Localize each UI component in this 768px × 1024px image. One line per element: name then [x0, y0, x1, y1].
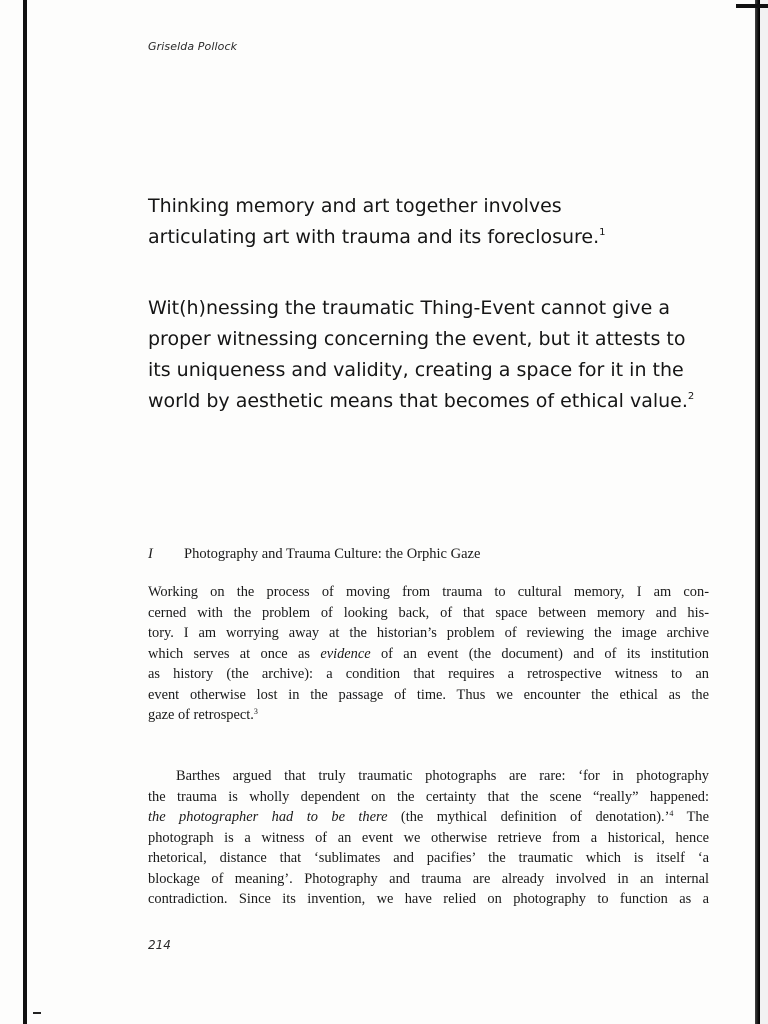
section-number: I [148, 546, 153, 562]
footnote-ref[interactable]: 3 [253, 707, 258, 716]
epigraph-line-text: articulating art with trauma and its foreclosure. [148, 226, 600, 248]
body-line: Working on the process of moving from trauma to cultural memory, I am con- [148, 584, 709, 600]
body-line: contradiction. Since its invention, we have relied on photography to function as a [148, 891, 709, 907]
section-title: Photography and Trauma Culture: the Orphic Gaze [184, 546, 481, 562]
body-line [148, 705, 709, 726]
running-head: Griselda Pollock [148, 40, 238, 53]
body-text-run: (the mythical definition of denotation).’ [387, 809, 670, 825]
scan-shadow [760, 0, 768, 1024]
body-text-run: gaze of retrospect. [148, 707, 254, 723]
body-line: cerned with the problem of looking back, of that space between memory and his- [148, 604, 709, 621]
paragraph-1 [148, 582, 709, 726]
body-line [148, 807, 709, 828]
epigraph-line: Thinking memory and art together involves [148, 195, 562, 217]
body-text-run: which serves at once as [148, 645, 321, 662]
footnote-ref[interactable]: 4 [669, 809, 674, 818]
epigraph-1 [148, 191, 708, 253]
epigraph-line [148, 386, 708, 417]
paragraph-2 [148, 766, 709, 910]
body-line: the trauma is wholly dependent on the certainty that the scene “really” happened: [148, 788, 709, 805]
body-emphasis: evidence [320, 645, 371, 662]
epigraph-line [148, 222, 708, 253]
epigraph-line: Wit(h)nessing the traumatic Thing-Event cannot give a [148, 297, 671, 319]
footnote-ref[interactable]: 2 [687, 391, 695, 402]
epigraph-line: its uniqueness and validity, creating a space for it in the [148, 359, 684, 381]
epigraph-line-text: world by aesthetic means that becomes of ethical value. [148, 390, 688, 412]
body-line: as history (the archive): a condition that requires a retrospective witness to an [148, 666, 709, 682]
body-text-run: The [673, 809, 709, 825]
body-line [148, 644, 709, 665]
body-line: tory. I am worrying away at the historian’s problem of reviewing the image archive [148, 625, 709, 641]
body-line: event otherwise lost in the passage of time. Thus we encounter the ethical as the [148, 686, 709, 703]
scan-edge-left [23, 0, 27, 1024]
body-text-run: of an event (the document) and of its institution [370, 645, 709, 662]
epigraph-2 [148, 293, 708, 417]
epigraph-line: proper witnessing concerning the event, but it attests to [148, 328, 686, 350]
page-number: 214 [148, 938, 171, 952]
body-line: blockage of meaning’. Photography and trauma are already involved in an internal [148, 870, 709, 887]
body-line: Barthes argued that truly traumatic photographs are rare: ‘for in photography [176, 768, 709, 784]
section-heading [148, 546, 480, 563]
body-line: rhetorical, distance that ‘sublimates and pacifies’ the traumatic which is itself ‘a [148, 850, 709, 866]
scan-edge-right [755, 0, 760, 1024]
body-emphasis: the photographer had to be there [148, 809, 388, 825]
scan-edge-corner [736, 4, 768, 8]
footnote-ref[interactable]: 1 [599, 227, 606, 238]
body-line: photograph is a witness of an event we otherwise retrieve from a historical, hence [148, 829, 709, 846]
scan-edge-mark [33, 1012, 41, 1014]
